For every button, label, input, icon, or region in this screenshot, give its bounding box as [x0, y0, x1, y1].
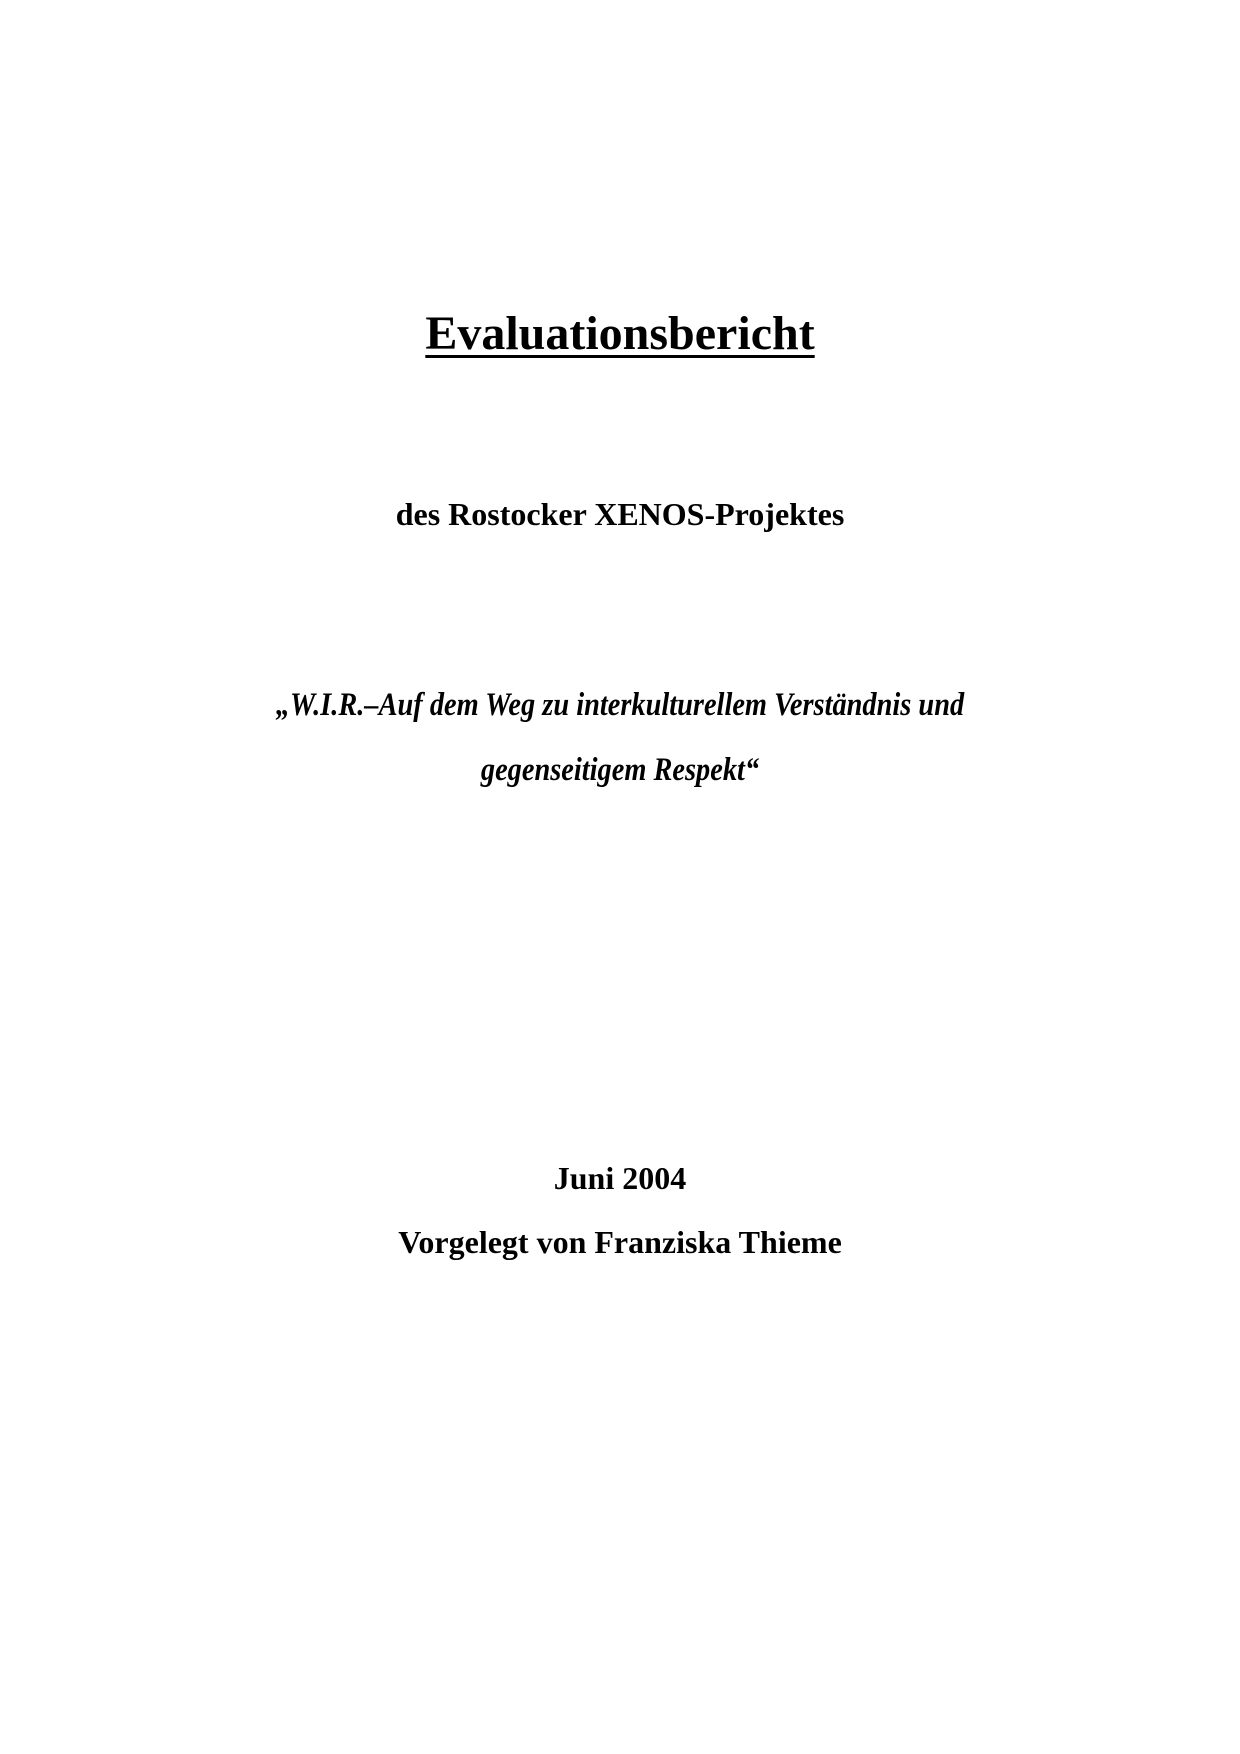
report-subtitle: des Rostocker XENOS-Projektes	[395, 496, 845, 532]
report-date: Juni 2004	[553, 1160, 687, 1196]
project-title-line-2: gegenseitigem Respekt“	[480, 752, 760, 788]
project-title-line-1: „W.I.R.–Auf dem Weg zu interkulturellem Verständnis und	[275, 687, 965, 723]
report-author: Vorgelegt von Franziska Thieme	[398, 1224, 842, 1260]
report-title: Evaluationsbericht	[425, 307, 815, 360]
